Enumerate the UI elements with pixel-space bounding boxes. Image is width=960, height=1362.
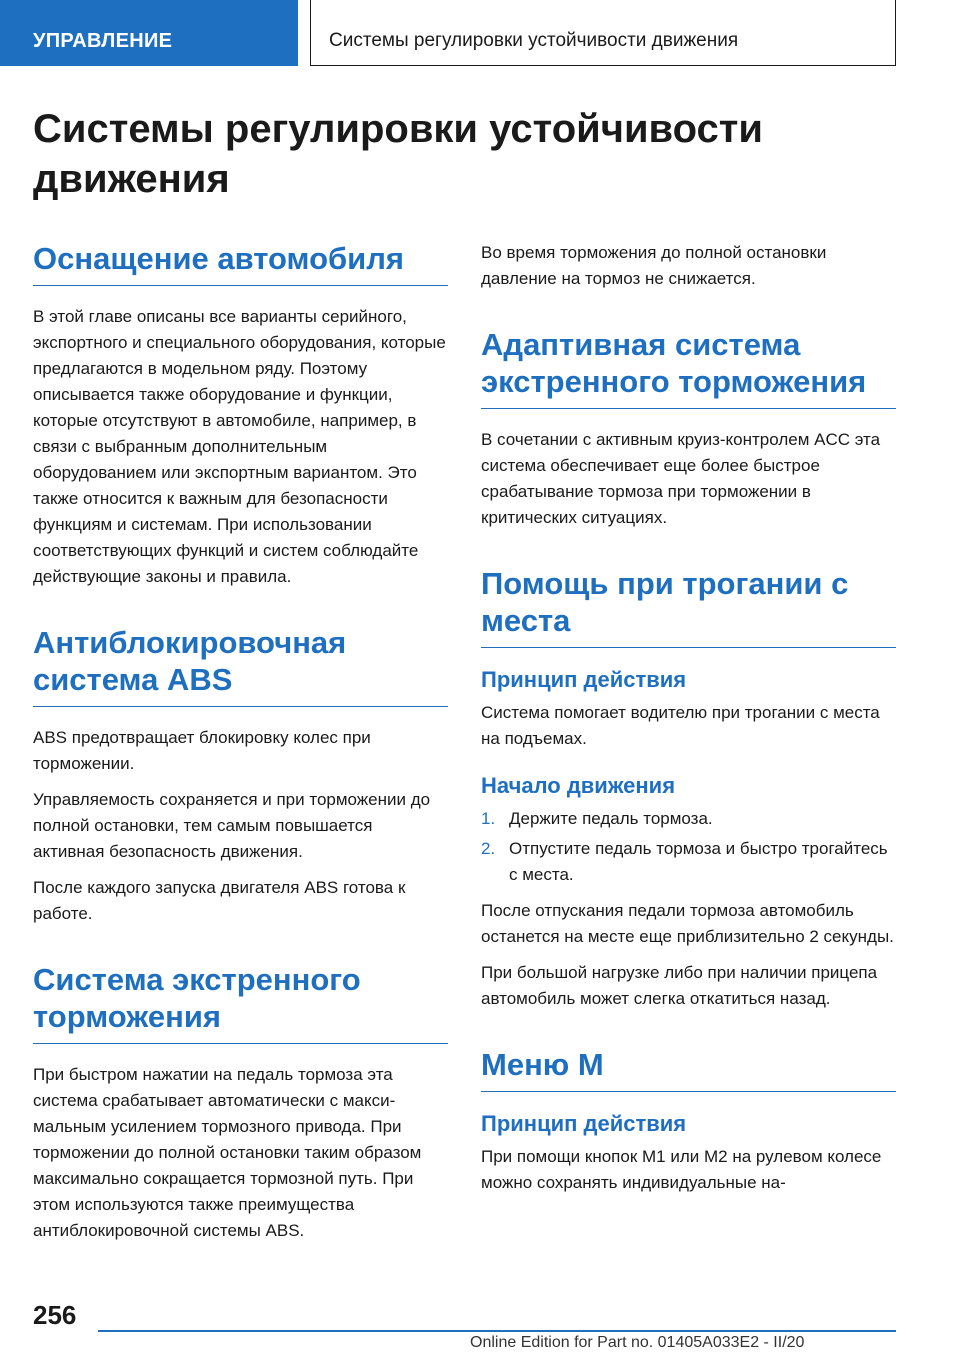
section-adaptive-braking bbox=[481, 326, 896, 531]
heading-start-driving: Начало движения bbox=[481, 773, 676, 798]
hill-start-text-2: При большой нагрузке либо при наличии прицепа автомобиль может слегка откатиться назад. bbox=[481, 963, 878, 1008]
emergency-braking-text: При быстром нажатии на педаль тормоза эта система срабатывает автоматически с максимальным усилением тормозного привода. При торможении до полной остановки таким образом максимально сокращается тормозной путь. При этом используются также преимущества антиблокировочной системы ABS. bbox=[33, 1065, 422, 1240]
page-number: 256 bbox=[33, 1300, 77, 1330]
abs-text-3: После каждого запуска двигателя ABS готова к работе. bbox=[33, 878, 406, 923]
chapter-tab: Системы регулировки устойчивости движения bbox=[310, 0, 896, 66]
step-number: 2. bbox=[481, 839, 496, 858]
step-text: Держите педаль тормоза. bbox=[509, 809, 713, 828]
section-tab: УПРАВЛЕНИЕ bbox=[0, 0, 298, 66]
left-column bbox=[33, 240, 448, 1278]
section-emergency-braking bbox=[33, 961, 448, 1244]
section-abs bbox=[33, 624, 448, 927]
adaptive-braking-text: В сочетании с активным круиз-контролем ACC эта система обеспечивает еще более быстрое срабатывание тормоза при торможении в критических ситуациях. bbox=[481, 430, 881, 527]
heading-abs: Антиблокировочная система ABS bbox=[33, 624, 448, 707]
heading-hill-start: Помощь при трогании с места bbox=[481, 565, 896, 648]
page-header bbox=[0, 0, 960, 66]
list-item bbox=[481, 836, 896, 888]
section-hill-start bbox=[481, 565, 896, 1012]
m-menu-text: При помощи кнопок M1 или M2 на рулевом колесе можно сохранять индивидуальные на- bbox=[481, 1147, 882, 1192]
heading-equipment: Оснащение автомобиля bbox=[33, 240, 448, 286]
step-number: 1. bbox=[481, 809, 496, 828]
edition-text: Online Edition for Part no. 01405A033E2 - II/20 bbox=[470, 1334, 805, 1351]
heading-emergency-braking: Система экстренного торможения bbox=[33, 961, 448, 1044]
section-m-menu bbox=[481, 1046, 896, 1196]
steps-list bbox=[481, 806, 896, 888]
heading-adaptive-braking: Адаптивная система экстренного торможения bbox=[481, 326, 896, 409]
heading-m-principle: Принцип действия bbox=[481, 1111, 687, 1136]
hill-start-principle bbox=[481, 666, 896, 752]
hill-start-procedure bbox=[481, 772, 896, 1012]
abs-text-1: ABS предотвращает блокировку колес при торможении. bbox=[33, 728, 371, 773]
continuation-text: Во время торможения до полной остановки давление на тормоз не снижается. bbox=[481, 243, 827, 288]
hill-start-text-1: После отпускания педали тормоза автомобиль останется на месте еще приблизительно 2 секунды. bbox=[481, 901, 894, 946]
section-equipment bbox=[33, 240, 448, 590]
step-text: Отпустите педаль тормоза и быстро трогайтесь с места. bbox=[509, 839, 888, 884]
page-title: Системы регулировки устойчивости движения bbox=[33, 107, 763, 201]
heading-m-menu: Меню M bbox=[481, 1046, 896, 1092]
heading-principle: Принцип действия bbox=[481, 667, 687, 692]
equipment-text: В этой главе описаны все варианты серийного, экспортного и специального оборудования, которые предлагаются в модельном ряду. Поэтому описывается также оборудование и функции, которые отсутствуют в автомобиле, например, в связи с выбранным дополнительным оборудованием или экспортным вариантом. Это также относится к важным для безопасности функциям и системам. При использовании соответствующих функций и систем соблюдайте действующие законы и правила. bbox=[33, 307, 446, 586]
abs-text-2: Управляемость сохраняется и при торможении до полной остановки, тем самым повышается активная безопасность движения. bbox=[33, 790, 431, 861]
right-column bbox=[481, 240, 896, 1230]
list-item bbox=[481, 806, 896, 832]
principle-text: Система помогает водителю при трогании с места на подъемах. bbox=[481, 703, 880, 748]
page-footer bbox=[0, 1290, 960, 1362]
footer-divider bbox=[98, 1330, 896, 1332]
